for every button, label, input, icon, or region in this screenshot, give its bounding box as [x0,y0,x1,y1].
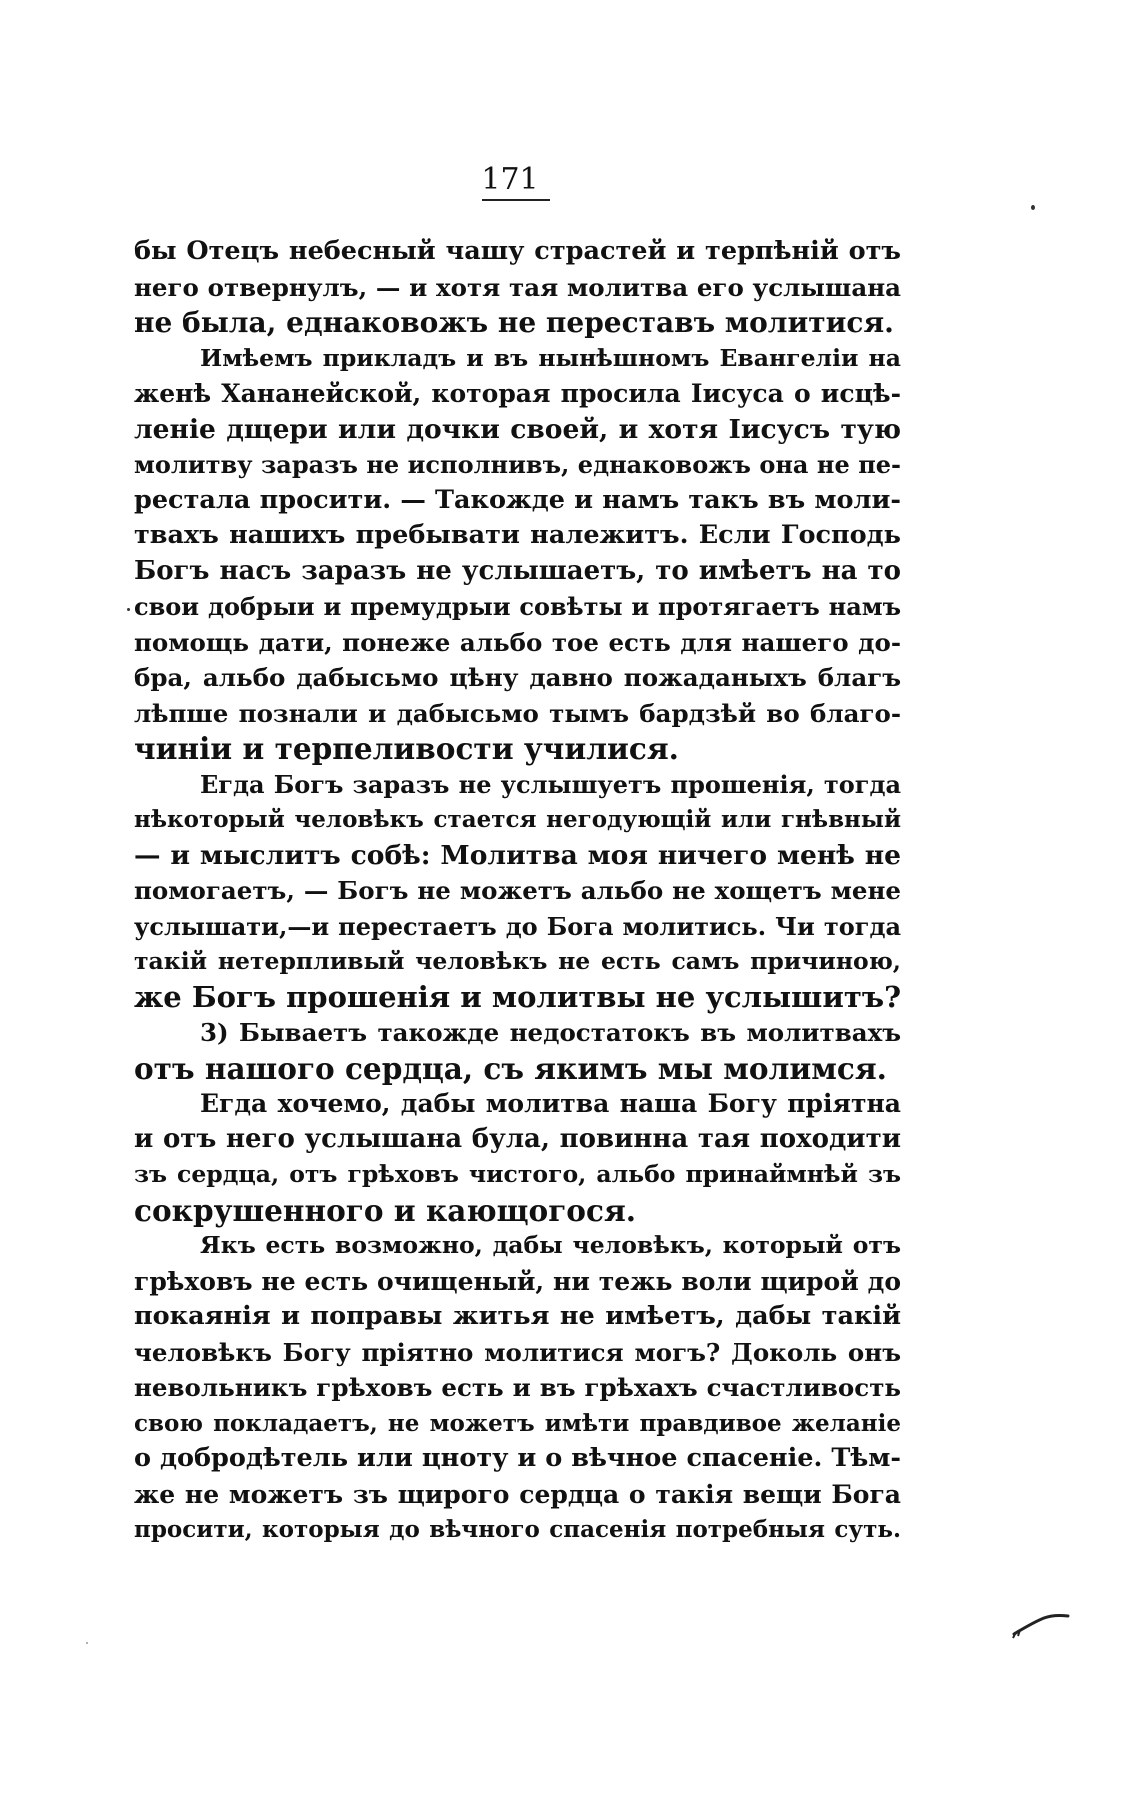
text-line: молитву заразъ не исполнивъ, еднаковожъ она не пе- [134,450,901,479]
text-line: сокрушенного и кающогося. [134,1192,637,1228]
text-line: Егда хочемо, дабы молитва наша Богу пріятна [200,1089,901,1118]
text-line: бы Отецъ небесный чашу страстей и терпѣній отъ [134,236,901,266]
body-text [134,234,901,1548]
text-line: леніе дщери или дочки своей, и хотя Іисусъ тую [134,413,901,445]
text-line: отъ нашого сердца, съ якимъ мы молимся. [134,1050,887,1086]
scan-speck [86,1642,88,1644]
text-line: Якъ есть возможно, дабы человѣкъ, который отъ [200,1231,901,1259]
text-line: помогаетъ, — Богъ не можетъ альбо не хощетъ мене [134,876,901,905]
text-line: чиніи и терпеливости училися. [134,731,679,766]
text-line: твахъ нашихъ пребывати належитъ. Если Господь [134,520,901,550]
text-line: свои добрыи и премудрыи совѣты и протягаетъ намъ [134,592,901,621]
text-line: — и мыслитъ собѣ: Молитва моя ничего менѣ не [134,839,901,871]
text-line: же не можетъ зъ щирого сердца о такія вещи Бога [134,1479,901,1509]
text-line: 3) Бываетъ такожде недостатокъ въ молитвахъ [200,1018,901,1047]
text-line: невольникъ грѣховъ есть и въ грѣхахъ счастливость [134,1373,901,1402]
text-line: о добродѣтель или цноту и о вѣчное спасеніе. Тѣм- [134,1443,901,1473]
text-line: помощь дати, понеже альбо тое есть для нашего до- [134,627,901,657]
text-line: него отвернулъ, — и хотя тая молитва его услышана [134,272,901,302]
text-line: же Богъ прошенія и молитвы не услышитъ? [134,979,901,1014]
ink-mark [1010,1610,1070,1640]
text-line: нѣкоторый человѣкъ стается негодующій или гнѣвный [134,806,901,833]
text-line: Богъ насъ заразъ не услышаетъ, то имѣетъ на то [134,555,901,586]
text-line: и отъ него услышана була, повинна тая походити [134,1123,901,1154]
text-line: Имѣемъ прикладъ и въ нынѣшномъ Евангеліи на [200,343,901,372]
page-number-rule [482,199,550,201]
text-line: такій нетерпливый человѣкъ не есть самъ причиною, [134,947,901,975]
text-line: грѣховъ не есть очищеный, ни тежь воли щирой до [134,1266,901,1296]
text-line: услышати,—и перестаетъ до Бога молитись. Чи тогда [134,911,901,941]
text-line: рестала просити. — Такожде и намъ такъ въ моли- [134,484,901,515]
page-number: 171 [481,162,539,197]
text-line: просити, которыя до вѣчного спасенія потребныя суть. [134,1516,901,1543]
text-line: женѣ Хананейской, которая просила Іисуса о исцѣ- [134,379,901,408]
text-line: Егда Богъ заразъ не услышуетъ прошенія, тогда [200,769,901,799]
text-line: покаянія и поправы житья не имѣетъ, дабы такій [134,1301,901,1331]
text-line: зъ сердца, отъ грѣховъ чистого, альбо принаймнѣй зъ [134,1160,901,1188]
text-line: лѣпше познали и дабысьмо тымъ бардзѣй во благо- [134,698,901,728]
text-line: человѣкъ Богу пріятно молитися могъ? Доколь онъ [134,1337,901,1367]
text-line: бра, альбо дабысьмо цѣну давно пожаданыхъ благъ [134,663,901,692]
text-line: не была, еднаковожъ не переставъ молитися. [134,306,894,339]
text-line: свою покладаетъ, не можетъ имѣти правдивое желаніе [134,1409,901,1437]
scan-speck [1031,205,1035,210]
scan-speck [127,608,130,611]
